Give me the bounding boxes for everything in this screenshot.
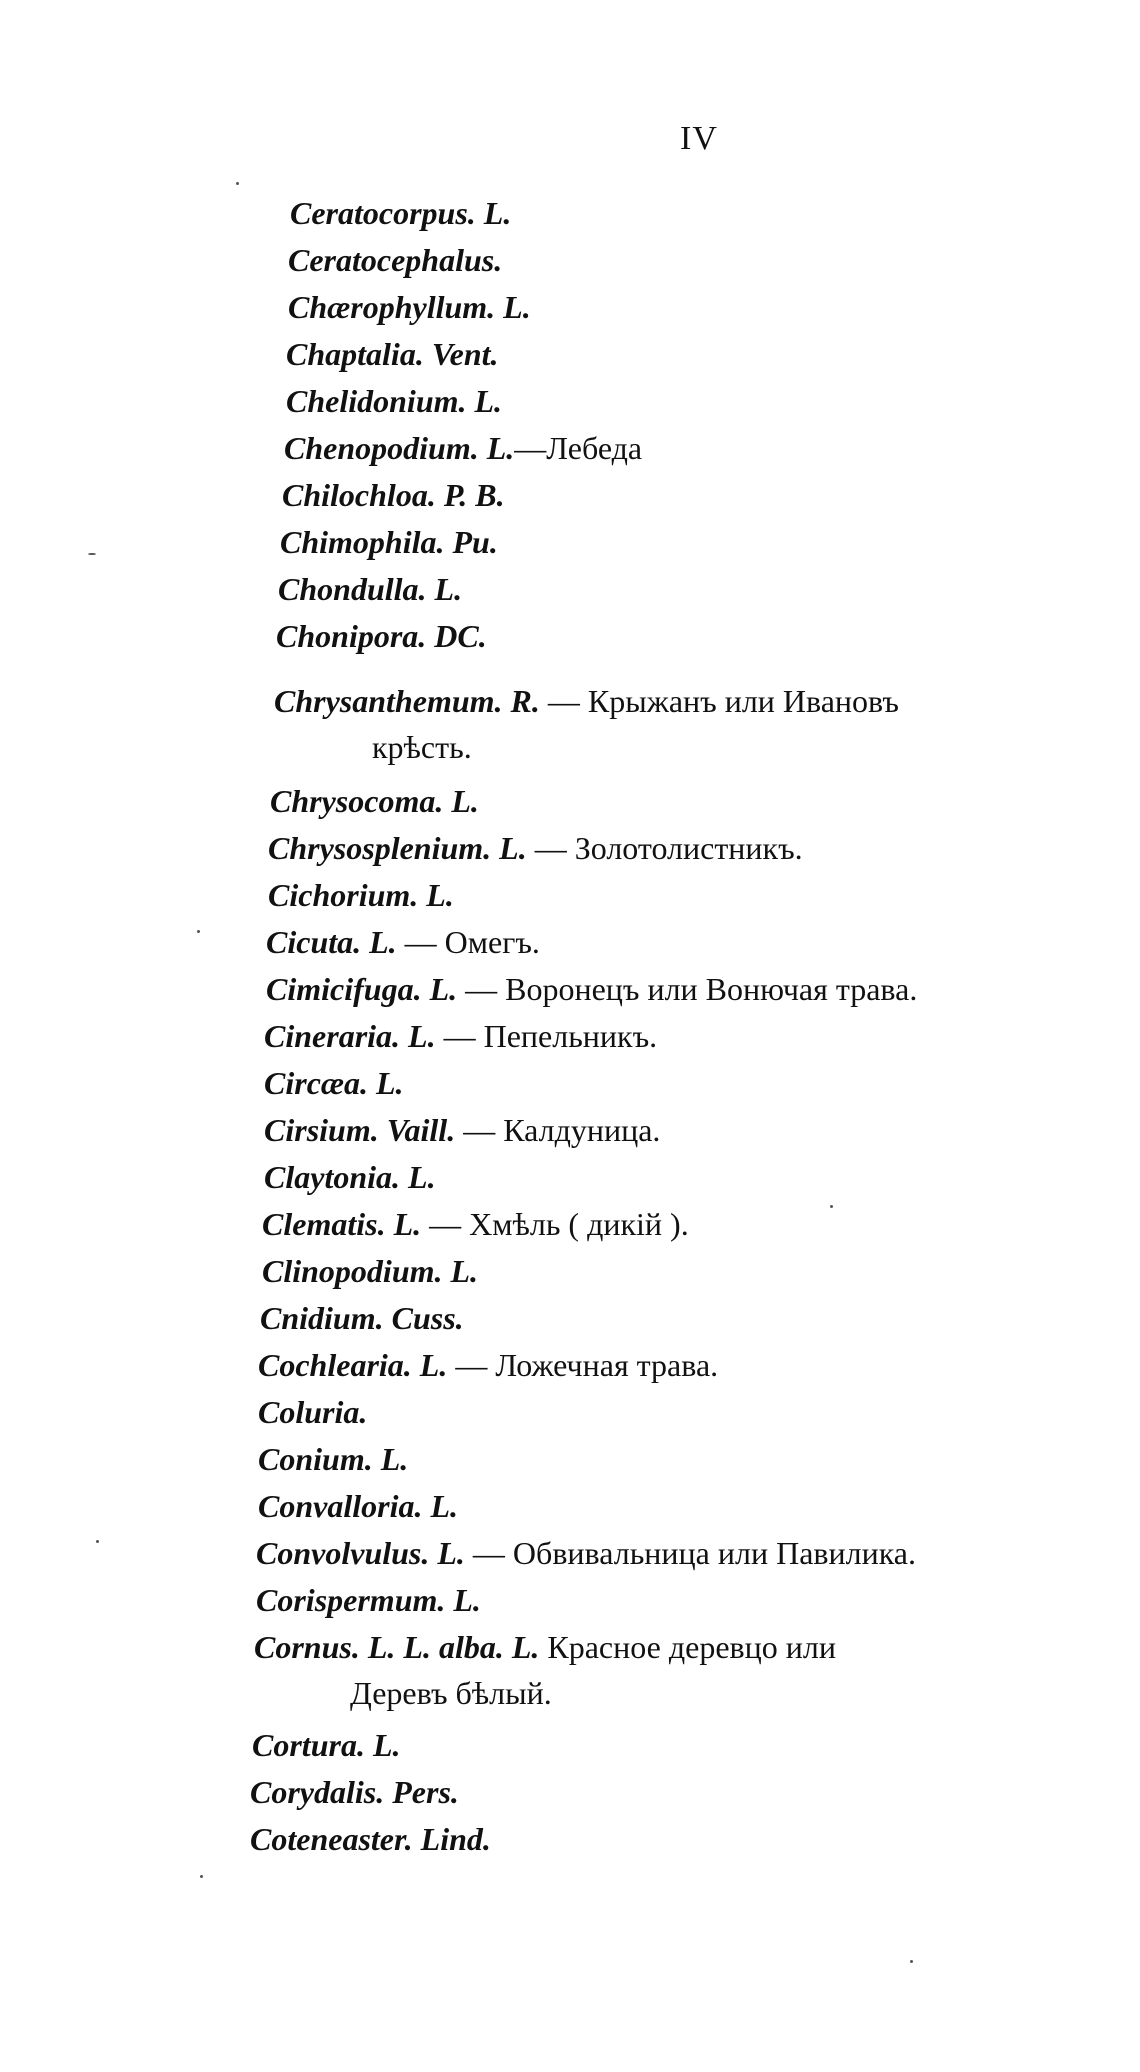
list-item: Convolvulus. L. — Обвивальница или Павилика. xyxy=(256,1535,916,1571)
list-item: Conium. L. xyxy=(258,1441,409,1477)
scan-speck xyxy=(830,1205,833,1208)
list-item: Cineraria. L. — Пепельникъ. xyxy=(264,1018,658,1054)
scan-speck xyxy=(197,930,200,933)
list-item: Chimophila. Pu. xyxy=(280,524,498,560)
list-item: Cnidium. Cuss. xyxy=(260,1300,464,1336)
list-item: Cortura. L. xyxy=(252,1727,401,1763)
list-item: Chondulla. L. xyxy=(278,571,463,607)
list-item: Claytonia. L. xyxy=(264,1159,436,1195)
scan-speck xyxy=(88,553,96,555)
list-item: Circæa. L. xyxy=(264,1065,404,1101)
scan-speck xyxy=(200,1875,203,1878)
list-item: Coteneaster. Lind. xyxy=(250,1821,491,1857)
entry-continuation: Деревъ бѣлый. xyxy=(350,1675,552,1711)
list-item: Corydalis. Pers. xyxy=(250,1774,459,1810)
list-item: Chrysocoma. L. xyxy=(270,783,479,819)
list-item: Clematis. L. — Хмѣль ( дикій ). xyxy=(262,1206,689,1242)
scan-speck xyxy=(910,1960,913,1963)
list-item: Cochlearia. L. — Ложечная трава. xyxy=(258,1347,719,1383)
list-item: Ceratocorpus. L. xyxy=(290,195,512,231)
list-item: Chilochloa. P. B. xyxy=(282,477,505,513)
list-item: Convalloria. L. xyxy=(258,1488,459,1524)
list-item: Coluria. xyxy=(258,1394,368,1430)
list-item: Ceratocephalus. xyxy=(288,242,503,278)
list-item: Cichorium. L. xyxy=(268,877,454,913)
list-item: Cirsium. Vaill. — Калдуница. xyxy=(264,1112,661,1148)
list-item: Clinopodium. L. xyxy=(262,1253,479,1289)
list-item: Cimicifuga. L. — Воронецъ или Вонючая трава. xyxy=(266,971,918,1007)
entry-continuation: крѣсть. xyxy=(372,729,472,765)
list-item: Chrysosplenium. L. — Золотолистникъ. xyxy=(268,830,803,866)
list-item: Chonipora. DC. xyxy=(276,618,487,654)
list-item: Cicuta. L. — Омегъ. xyxy=(266,924,540,960)
scan-speck xyxy=(96,1540,99,1543)
list-item: Chaptalia. Vent. xyxy=(286,336,499,372)
page-number: IV xyxy=(680,120,718,157)
list-item: Chrysanthemum. R. — Крыжанъ или Ивановъ xyxy=(274,683,899,719)
list-item: Chelidonium. L. xyxy=(286,383,503,419)
list-item: Corispermum. L. xyxy=(256,1582,481,1618)
list-item: Chærophyllum. L. xyxy=(288,289,531,325)
scan-speck xyxy=(236,182,239,185)
list-item: Chenopodium. L.—Лебеда xyxy=(284,430,643,466)
list-item: Cornus. L. L. alba. L. Красное деревцо или xyxy=(254,1629,836,1665)
